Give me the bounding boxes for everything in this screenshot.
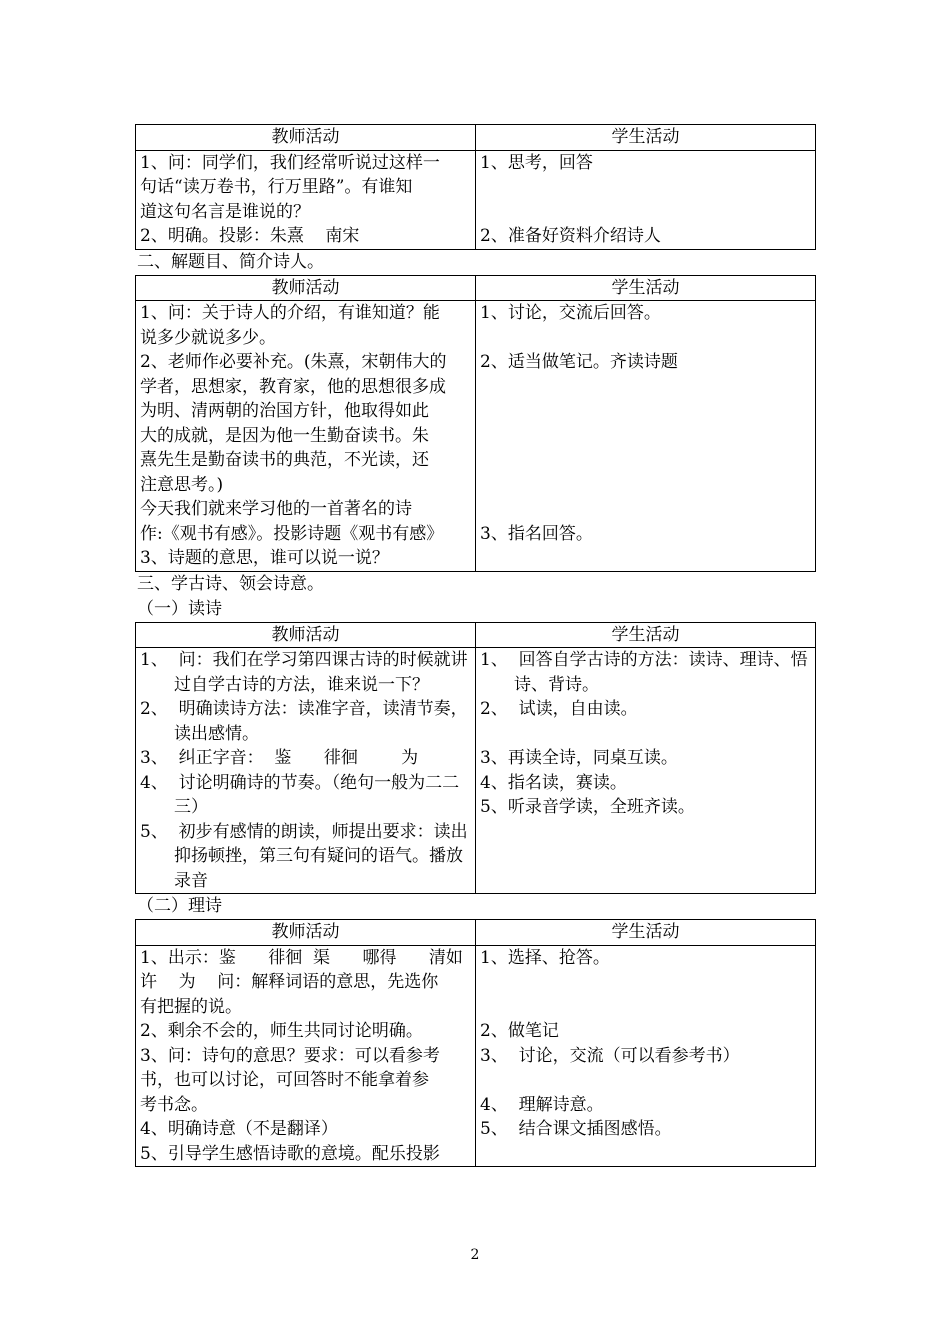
- text-line: 道这句名言是谁说的？: [140, 201, 310, 222]
- text-line: 2、适当做笔记。齐读诗题: [480, 352, 678, 372]
- list-item: 1、 回答自学古诗的方法：读诗、理诗、悟诗、背诗。: [480, 650, 808, 695]
- student-cell: [476, 648, 816, 894]
- subsection-heading: （一）读诗: [137, 598, 222, 619]
- text-line: 2、剩余不会的，师生共同讨论明确。: [140, 1021, 423, 1041]
- section-heading: 二、解题目、简介诗人。: [137, 251, 324, 272]
- header-student: 学生活动: [476, 275, 816, 301]
- subsection-heading: （二）理诗: [137, 896, 222, 916]
- text-line: [480, 375, 811, 400]
- text-line: [480, 200, 811, 225]
- teacher-cell: [136, 945, 476, 1167]
- text-line: [480, 546, 811, 571]
- text-line: 说多少就说多少。: [140, 327, 276, 348]
- text-line: 作:《观书有感》。投影诗题《观书有感》: [140, 523, 444, 544]
- text-line: 3、 讨论，交流（可以看参考书）: [480, 1045, 740, 1066]
- student-cell: [476, 150, 816, 249]
- text-line: [480, 970, 811, 995]
- blank-line: [480, 722, 811, 747]
- header-teacher: 教师活动: [136, 622, 476, 648]
- list-item: 5、 初步有感情的朗读，师提出要求：读出抑扬顿挫，第三句有疑问的语气。播放录音: [140, 821, 468, 891]
- text-line: 5、引导学生感悟诗歌的意境。配乐投影: [140, 1143, 440, 1164]
- list-item: 3、再读全诗，同桌互读。: [480, 748, 678, 768]
- text-line: 1、讨论，交流后回答。: [480, 303, 661, 323]
- text-line: 2、做笔记: [480, 1021, 559, 1041]
- text-line: [480, 399, 811, 424]
- text-line: 3、指名回答。: [480, 523, 593, 544]
- header-student: 学生活动: [476, 125, 816, 151]
- text-line: 5、 结合课文插图感悟。: [480, 1119, 672, 1139]
- page-number: 2: [470, 1247, 480, 1263]
- document-page: [135, 124, 815, 1167]
- text-line: 3、问：诗句的意思？要求：可以看参考: [140, 1045, 440, 1066]
- header-teacher: 教师活动: [136, 275, 476, 301]
- student-cell: [476, 945, 816, 1167]
- header-student: 学生活动: [476, 920, 816, 946]
- text-line: [480, 995, 811, 1020]
- teacher-cell: [136, 301, 476, 572]
- list-item: 1、 问：我们在学习第四课古诗的时候就讲过自学古诗的方法，谁来说一下？: [140, 650, 468, 695]
- text-line: 句话“读万卷书，行万里路”。有谁知: [140, 177, 413, 197]
- section-heading: 三、学古诗、领会诗意。: [137, 573, 324, 594]
- text-line: 为明、清两朝的治国方针，他取得如此: [140, 401, 429, 421]
- text-line: [480, 497, 811, 522]
- student-cell: [476, 301, 816, 572]
- text-line: 2、明确。投影：朱熹 南宋: [140, 226, 360, 246]
- text-line: 许 为 问：解释词语的意思，先选你: [140, 972, 439, 992]
- text-line: 1、问：同学们，我们经常听说过这样一: [140, 152, 440, 173]
- teacher-cell: [136, 648, 476, 894]
- text-line: [480, 175, 811, 200]
- text-line: 注意思考。): [140, 474, 224, 495]
- table-read-poem: [135, 622, 816, 895]
- text-line: 1、出示：鉴 徘徊 渠 哪得 清如: [140, 947, 463, 968]
- list-item: 2、 试读，自由读。: [480, 699, 638, 719]
- text-line: 1、问：关于诗人的介绍，有谁知道？能: [140, 303, 440, 323]
- text-line: [480, 473, 811, 498]
- list-item: 4、 讨论明确诗的节奏。（绝句一般为二二三）: [140, 772, 460, 817]
- list-item: 4、指名读，赛读。: [480, 772, 627, 793]
- list-item: 2、 明确读诗方法：读准字音，读清节奏，读出感情。: [140, 699, 468, 744]
- text-line: [480, 448, 811, 473]
- table-intro: [135, 124, 816, 250]
- text-line: [480, 1068, 811, 1093]
- text-line: 学者，思想家，教育家，他的思想很多成: [140, 376, 446, 397]
- text-line: 考书念。: [140, 1094, 208, 1115]
- text-line: [480, 1142, 811, 1167]
- header-teacher: 教师活动: [136, 125, 476, 151]
- text-line: 2、老师作必要补充。(朱熹，宋朝伟大的: [140, 352, 447, 372]
- table-poet-intro: [135, 275, 816, 572]
- text-line: 3、诗题的意思，谁可以说一说？: [140, 548, 389, 568]
- list-item: 3、 纠正字音： 鉴 徘徊 为: [140, 748, 419, 768]
- text-line: 4、 理解诗意。: [480, 1094, 604, 1115]
- text-line: 1、思考，回答: [480, 152, 593, 173]
- text-line: 1、选择、抢答。: [480, 947, 610, 968]
- text-line: 有把握的说。: [140, 996, 242, 1017]
- header-student: 学生活动: [476, 622, 816, 648]
- list-item: 5、听录音学读，全班齐读。: [480, 797, 695, 817]
- text-line: [480, 326, 811, 351]
- text-line: 4、明确诗意（不是翻译）: [140, 1119, 338, 1139]
- text-line: 2、准备好资料介绍诗人: [480, 226, 661, 246]
- text-line: 熹先生是勤奋读书的典范，不光读，还: [140, 450, 429, 470]
- text-line: 今天我们就来学习他的一首著名的诗: [140, 499, 412, 519]
- text-line: 书，也可以讨论，可回答时不能拿着参: [140, 1070, 429, 1090]
- text-line: 大的成就，是因为他一生勤奋读书。朱: [140, 425, 429, 446]
- text-line: [480, 424, 811, 449]
- header-teacher: 教师活动: [136, 920, 476, 946]
- teacher-cell: [136, 150, 476, 249]
- table-understand-poem: [135, 919, 816, 1167]
